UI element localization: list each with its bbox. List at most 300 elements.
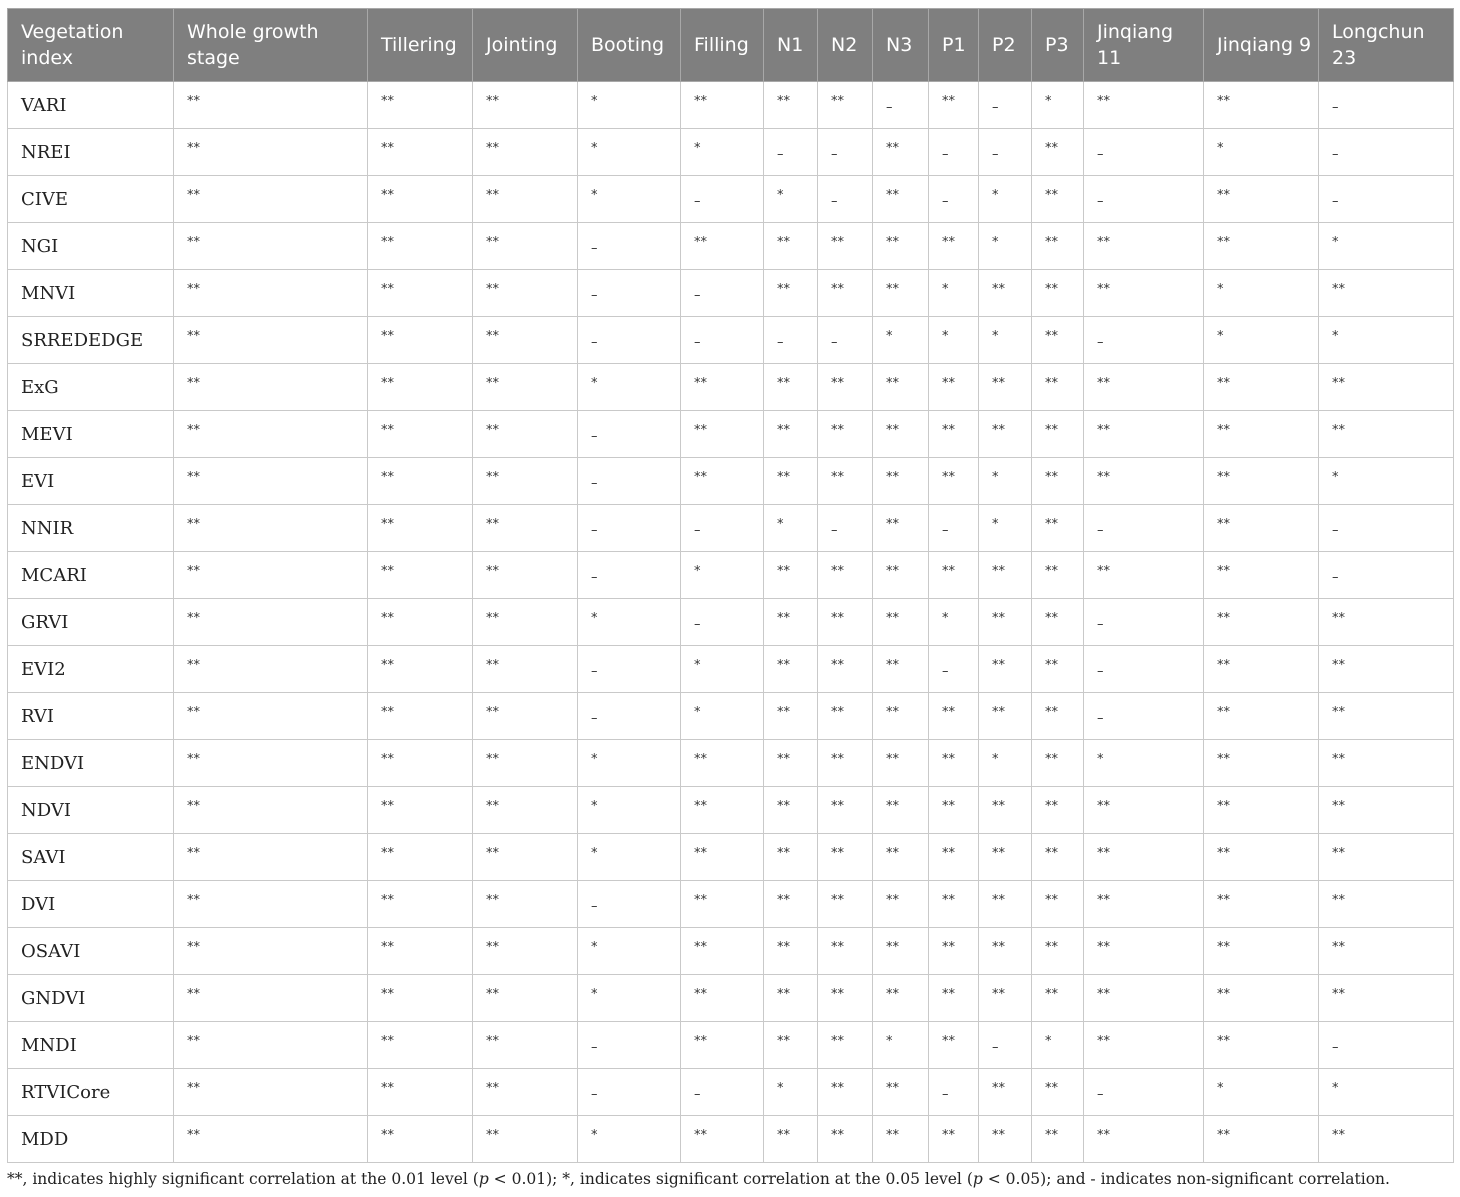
significance-mark: – [942,663,949,679]
correlation-table-container [7,8,1453,1163]
significance-mark: * [1332,469,1339,485]
significance-mark: ** [831,610,844,626]
significance-cell [818,928,873,975]
significance-mark: – [694,1086,701,1102]
significance-cell [1319,1022,1454,1069]
significance-mark: – [831,146,838,162]
significance-cell [979,411,1032,458]
significance-mark: * [1217,140,1224,156]
significance-cell [818,646,873,693]
significance-cell [929,129,979,176]
footnote-text-2: < 0.01); *, indicates significant correlation at the 0.05 level ( [488,1170,973,1188]
significance-cell [873,505,929,552]
significance-mark: – [694,334,701,350]
significance-mark: ** [486,375,499,391]
significance-mark: ** [381,187,394,203]
significance-mark: ** [187,1080,200,1096]
significance-mark: ** [831,986,844,1002]
significance-cell [1032,317,1084,364]
significance-mark: ** [992,1080,1005,1096]
significance-cell [1084,1116,1204,1163]
significance-cell [578,505,681,552]
significance-cell [764,1116,818,1163]
significance-cell [1204,599,1319,646]
significance-cell [368,1069,473,1116]
significance-mark: – [591,710,598,726]
significance-cell [473,693,578,740]
significance-cell [1084,599,1204,646]
significance-cell [578,1069,681,1116]
significance-cell [174,646,368,693]
significance-mark: ** [1097,563,1110,579]
significance-mark: ** [831,704,844,720]
vegetation-index-name: CIVE [8,176,174,223]
significance-cell [681,505,764,552]
table-row [8,1116,1454,1163]
significance-mark: – [1332,99,1339,115]
significance-cell [1032,975,1084,1022]
significance-mark: ** [777,798,790,814]
significance-mark: ** [1217,657,1230,673]
significance-mark: ** [777,845,790,861]
significance-mark: ** [777,422,790,438]
significance-mark: ** [1332,939,1345,955]
significance-cell [929,881,979,928]
significance-cell [873,1069,929,1116]
significance-cell [979,787,1032,834]
significance-mark: ** [886,140,899,156]
significance-cell [1204,411,1319,458]
vegetation-index-name: NREI [8,129,174,176]
significance-mark: ** [187,939,200,955]
significance-cell [1032,223,1084,270]
significance-cell [473,1022,578,1069]
significance-mark: ** [831,657,844,673]
significance-mark: – [591,1039,598,1055]
significance-cell [174,82,368,129]
significance-cell [473,411,578,458]
significance-cell [1319,176,1454,223]
significance-mark: ** [886,845,899,861]
significance-mark: ** [831,281,844,297]
significance-cell [473,740,578,787]
significance-cell [929,505,979,552]
significance-cell [764,740,818,787]
significance-mark: ** [381,563,394,579]
significance-cell [1084,270,1204,317]
significance-cell [818,1069,873,1116]
significance-cell [873,1116,929,1163]
significance-mark: ** [831,1127,844,1143]
significance-cell [764,928,818,975]
significance-cell [473,881,578,928]
significance-cell [1084,82,1204,129]
significance-mark: ** [187,986,200,1002]
significance-cell [681,129,764,176]
significance-cell [1084,505,1204,552]
column-header: N1 [764,9,818,82]
vegetation-index-name: SRREDEDGE [8,317,174,364]
significance-mark: ** [777,93,790,109]
significance-cell [578,787,681,834]
significance-cell [1319,1116,1454,1163]
significance-mark: ** [1332,798,1345,814]
significance-cell [979,693,1032,740]
significance-mark: ** [381,657,394,673]
significance-mark: ** [381,704,394,720]
significance-cell [764,223,818,270]
significance-cell [929,693,979,740]
significance-mark: ** [187,1127,200,1143]
significance-mark: ** [1045,328,1058,344]
vegetation-index-name: EVI [8,458,174,505]
significance-cell [764,129,818,176]
column-header: Longchun 23 [1319,9,1454,82]
significance-cell [1084,129,1204,176]
significance-mark: ** [486,798,499,814]
significance-cell [174,881,368,928]
significance-cell [368,928,473,975]
significance-mark: ** [187,657,200,673]
column-header: N3 [873,9,929,82]
significance-cell [1084,881,1204,928]
significance-cell [1032,270,1084,317]
column-header: Filling [681,9,764,82]
significance-cell [1204,1022,1319,1069]
significance-cell [1032,1116,1084,1163]
significance-cell [764,458,818,505]
significance-mark: ** [1332,704,1345,720]
significance-mark: – [831,193,838,209]
significance-mark: ** [187,563,200,579]
table-row [8,646,1454,693]
significance-cell [979,834,1032,881]
table-row [8,693,1454,740]
significance-mark: ** [1045,610,1058,626]
significance-mark: ** [1097,1033,1110,1049]
significance-cell [174,411,368,458]
significance-mark: ** [942,469,955,485]
significance-cell [473,975,578,1022]
significance-mark: ** [777,939,790,955]
significance-mark: ** [777,892,790,908]
significance-mark: ** [187,93,200,109]
significance-mark: – [591,240,598,256]
significance-cell [1032,740,1084,787]
significance-cell [368,693,473,740]
significance-mark: ** [886,469,899,485]
significance-cell [578,1116,681,1163]
significance-mark: * [992,751,999,767]
significance-mark: ** [831,751,844,767]
significance-mark: ** [1332,986,1345,1002]
significance-cell [681,223,764,270]
significance-cell [818,787,873,834]
significance-mark: ** [1217,1033,1230,1049]
significance-cell [1319,223,1454,270]
significance-cell [368,834,473,881]
significance-cell [873,646,929,693]
significance-cell [1032,787,1084,834]
significance-mark: – [1332,1039,1339,1055]
significance-cell [368,552,473,599]
significance-cell [1204,270,1319,317]
significance-cell [979,82,1032,129]
significance-cell [368,317,473,364]
significance-cell [578,458,681,505]
significance-mark: ** [777,234,790,250]
significance-mark: * [591,187,598,203]
significance-mark: * [777,187,784,203]
significance-mark: ** [1332,422,1345,438]
vegetation-index-name: NGI [8,223,174,270]
significance-cell [473,364,578,411]
significance-mark: – [942,146,949,162]
significance-cell [174,505,368,552]
significance-cell [1032,599,1084,646]
vegetation-index-name: NDVI [8,787,174,834]
significance-mark: – [591,287,598,303]
significance-mark: ** [1217,845,1230,861]
significance-mark: ** [1097,939,1110,955]
significance-cell [681,1069,764,1116]
significance-mark: ** [486,469,499,485]
significance-mark: * [694,563,701,579]
significance-mark: – [591,334,598,350]
significance-mark: ** [1097,1127,1110,1143]
significance-cell [368,1022,473,1069]
significance-cell [929,787,979,834]
significance-cell [764,787,818,834]
significance-cell [1319,458,1454,505]
significance-cell [174,834,368,881]
significance-mark: ** [1097,469,1110,485]
significance-cell [473,787,578,834]
significance-mark: – [591,522,598,538]
significance-mark: ** [1332,610,1345,626]
significance-cell [818,223,873,270]
significance-mark: ** [992,845,1005,861]
significance-mark: ** [1045,281,1058,297]
significance-cell [368,787,473,834]
significance-mark: ** [694,1033,707,1049]
significance-mark: ** [486,563,499,579]
significance-mark: ** [486,422,499,438]
table-row [8,928,1454,975]
significance-mark: ** [942,986,955,1002]
significance-cell [681,646,764,693]
significance-mark: ** [1217,798,1230,814]
significance-cell [818,82,873,129]
significance-cell [929,975,979,1022]
significance-mark: – [591,663,598,679]
significance-cell [1204,223,1319,270]
significance-cell [1032,411,1084,458]
significance-cell [818,834,873,881]
significance-mark: – [591,898,598,914]
significance-mark: ** [942,845,955,861]
significance-cell [873,787,929,834]
significance-mark: ** [831,93,844,109]
vegetation-index-name: OSAVI [8,928,174,975]
significance-mark: – [942,522,949,538]
significance-mark: ** [486,140,499,156]
significance-cell [818,599,873,646]
significance-mark: ** [187,704,200,720]
significance-cell [818,270,873,317]
significance-cell [1204,834,1319,881]
significance-mark: ** [886,187,899,203]
significance-cell [929,552,979,599]
table-header-row [8,9,1454,82]
significance-cell [1084,458,1204,505]
significance-cell [1204,693,1319,740]
significance-mark: ** [486,1033,499,1049]
significance-mark: ** [992,704,1005,720]
significance-cell [1319,646,1454,693]
significance-mark: – [886,99,893,115]
significance-mark: ** [1332,1127,1345,1143]
significance-mark: ** [381,892,394,908]
significance-mark: ** [187,892,200,908]
significance-cell [764,975,818,1022]
table-row [8,317,1454,364]
significance-mark: ** [694,798,707,814]
significance-cell [1032,834,1084,881]
vegetation-index-name: GNDVI [8,975,174,1022]
significance-cell [473,1116,578,1163]
significance-cell [473,505,578,552]
significance-cell [1319,834,1454,881]
significance-cell [174,364,368,411]
table-row [8,223,1454,270]
significance-cell [818,505,873,552]
significance-cell [818,129,873,176]
significance-mark: ** [1097,798,1110,814]
significance-cell [578,364,681,411]
significance-mark: – [591,475,598,491]
significance-cell [873,458,929,505]
significance-mark: ** [1045,657,1058,673]
column-header: Jinqiang 11 [1084,9,1204,82]
significance-mark: ** [187,469,200,485]
significance-mark: ** [886,1080,899,1096]
significance-cell [368,458,473,505]
significance-mark: ** [694,375,707,391]
significance-cell [818,176,873,223]
significance-cell [873,270,929,317]
significance-cell [1032,1022,1084,1069]
significance-cell [1204,1069,1319,1116]
significance-cell [1032,458,1084,505]
table-row [8,458,1454,505]
significance-mark: – [942,193,949,209]
significance-mark: ** [777,986,790,1002]
significance-mark: ** [831,798,844,814]
footnote-text-3: < 0.05); and - indicates non-significant correlation. [982,1170,1390,1188]
significance-cell [873,317,929,364]
table-footnote [7,1170,1390,1188]
significance-mark: ** [831,422,844,438]
significance-mark: – [1097,616,1104,632]
significance-mark: ** [1045,986,1058,1002]
significance-mark: ** [694,1127,707,1143]
significance-cell [929,458,979,505]
vegetation-index-name: MEVI [8,411,174,458]
significance-mark: ** [486,751,499,767]
significance-mark: ** [187,234,200,250]
significance-cell [681,364,764,411]
significance-cell [873,881,929,928]
significance-cell [174,458,368,505]
significance-cell [473,270,578,317]
significance-cell [929,1022,979,1069]
significance-cell [818,881,873,928]
vegetation-index-name: EVI2 [8,646,174,693]
significance-cell [979,129,1032,176]
vegetation-index-name: RTVICore [8,1069,174,1116]
significance-mark: * [591,140,598,156]
significance-cell [174,176,368,223]
significance-cell [929,364,979,411]
significance-cell [1084,364,1204,411]
significance-mark: ** [381,140,394,156]
significance-mark: ** [1097,281,1110,297]
significance-mark: ** [381,845,394,861]
significance-mark: ** [886,892,899,908]
table-row [8,129,1454,176]
significance-mark: – [694,616,701,632]
significance-mark: – [694,193,701,209]
significance-mark: ** [886,375,899,391]
significance-mark: ** [1097,892,1110,908]
significance-mark: * [992,469,999,485]
significance-cell [174,317,368,364]
significance-cell [1319,1069,1454,1116]
significance-mark: ** [187,422,200,438]
significance-mark: ** [1097,845,1110,861]
significance-mark: * [1217,281,1224,297]
significance-cell [1084,1069,1204,1116]
significance-mark: ** [486,93,499,109]
significance-mark: ** [1045,234,1058,250]
significance-cell [1204,787,1319,834]
significance-mark: ** [381,798,394,814]
significance-cell [473,646,578,693]
significance-cell [1319,82,1454,129]
significance-mark: ** [777,751,790,767]
significance-cell [1319,599,1454,646]
significance-cell [1032,364,1084,411]
significance-cell [979,1116,1032,1163]
significance-mark: ** [831,845,844,861]
significance-cell [1319,552,1454,599]
significance-cell [873,176,929,223]
significance-mark: ** [381,751,394,767]
significance-cell [1084,787,1204,834]
significance-mark: ** [187,140,200,156]
significance-cell [1319,505,1454,552]
significance-mark: ** [694,469,707,485]
significance-mark: ** [1045,375,1058,391]
table-row [8,599,1454,646]
significance-cell [681,599,764,646]
column-header: Whole growth stage [174,9,368,82]
significance-cell [368,129,473,176]
significance-cell [764,834,818,881]
significance-cell [818,411,873,458]
significance-mark: ** [831,563,844,579]
